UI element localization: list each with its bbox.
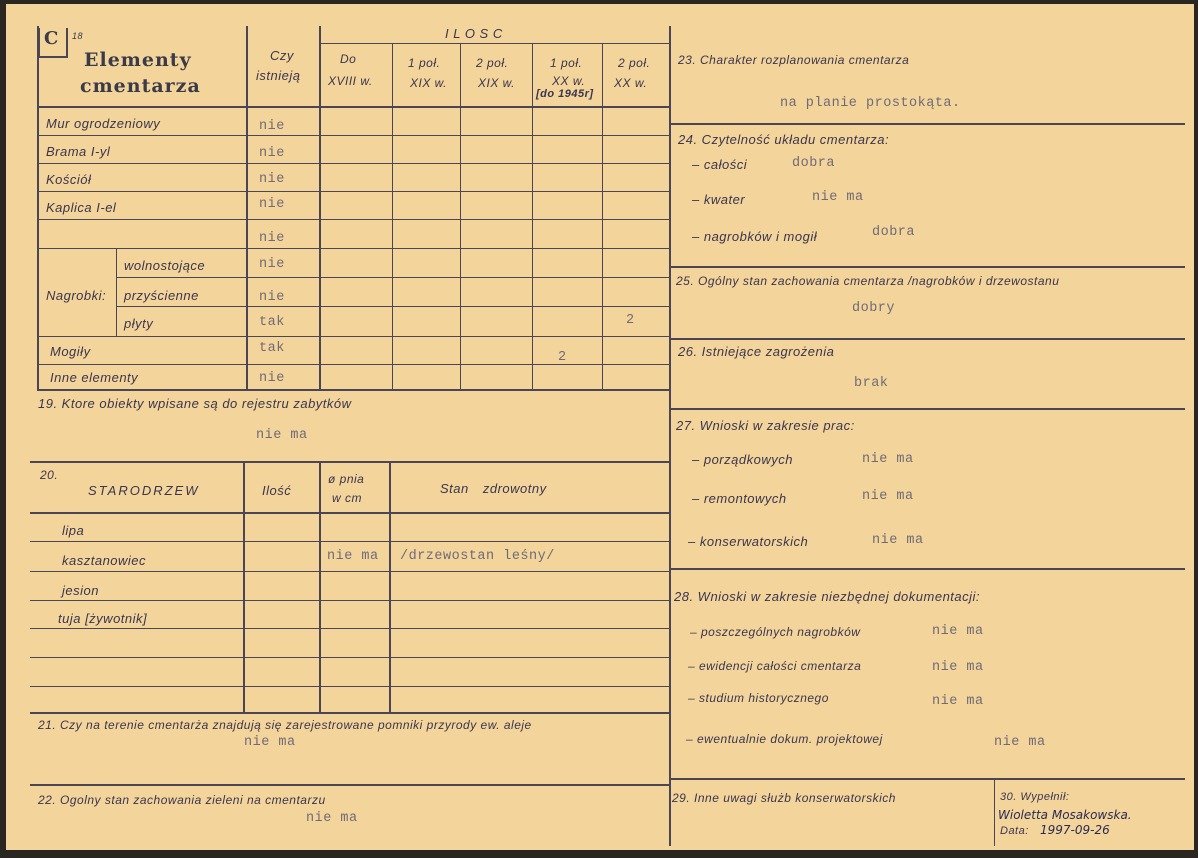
q24-item-kwater-value: nie ma [812, 190, 864, 205]
period-5-l1: 2 poł. [618, 56, 651, 70]
q27-item-konserwatorskich-label: – konserwatorskich [688, 534, 809, 549]
q27-item-remontowych-value: nie ma [862, 489, 914, 504]
row-label-kosciol: Kościół [46, 172, 92, 187]
row-label-brama: Brama I-yl [46, 144, 111, 159]
header-exists-2: istnieją [256, 68, 301, 83]
header-exists-1: Czy [270, 48, 294, 63]
q27-item-remontowych-label: – remontowych [692, 491, 787, 506]
exists-empty: nie [259, 231, 285, 246]
tree-health-kasztanowiec: /drzewostan leśny/ [400, 549, 555, 564]
q27-item-porzadkowych-label: – porządkowych [692, 452, 793, 467]
q24-item-nagrobkow-label: – nagrobków i mogił [692, 229, 818, 244]
count-mogily-1pol-xx: 2 [558, 350, 567, 365]
row-label-kaplica: Kaplica I-el [46, 200, 117, 215]
q28-label: 28. Wnioski w zakresie niezbędnej dokumentacji: [674, 589, 981, 604]
exists-inne: nie [259, 371, 285, 386]
count-plyty-2pol-xx: 2 [626, 313, 635, 328]
exists-przyscienne: nie [259, 290, 285, 305]
q29-label: 29. Inne uwagi służb konserwatorskich [672, 791, 896, 805]
q24-item-nagrobkow-value: dobra [872, 225, 916, 240]
title-line2: cmentarza [80, 75, 201, 97]
q19-answer: nie ma [256, 428, 308, 443]
period-2-l1: 1 poł. [408, 56, 441, 70]
q20-header-diam-2: w cm [332, 491, 362, 505]
corner-number: 18 [72, 31, 84, 41]
period-4-l1: 1 poł. [550, 56, 583, 70]
q27-item-porzadkowych-value: nie ma [862, 452, 914, 467]
exists-kosciol: nie [259, 172, 285, 187]
exists-wolnostojace: nie [259, 257, 285, 272]
exists-kaplica: nie [259, 197, 285, 212]
q27-label: 27. Wnioski w zakresie prac: [676, 418, 855, 433]
filled-by-signature: Wioletta Mosakowska. [998, 808, 1132, 822]
q22-label: 22. Ogolny stan zachowania zieleni na cmentarzu [38, 793, 326, 807]
q20-header-name: STARODRZEW [88, 483, 200, 498]
q26-label: 26. Istniejące zagrożenia [678, 344, 835, 359]
q20-header-diam-1: ø pnia [328, 472, 365, 486]
q24-label: 24. Czytelność układu cmentarza: [678, 132, 890, 147]
period-4-l2: XX w. [552, 74, 586, 88]
tree-diam-kasztanowiec: nie ma [327, 549, 379, 564]
q23-answer: na planie prostokąta. [780, 96, 961, 111]
period-4-l3: [do 1945r] [536, 88, 594, 100]
corner-letter: C [44, 28, 60, 49]
q30-label: 30. Wypełnił: [1000, 791, 1070, 803]
nagrobki-label: Nagrobki: [46, 288, 107, 303]
q20-header-health: Stan zdrowotny [440, 481, 547, 496]
q27-item-konserwatorskich-value: nie ma [872, 533, 924, 548]
q24-item-calosci-label: – całości [692, 157, 748, 172]
q24-item-kwater-label: – kwater [692, 192, 746, 207]
q20-number: 20. [40, 468, 59, 482]
q28-item-studium-value: nie ma [932, 694, 984, 709]
q28-item-nagrobkow-label: – poszczególnych nagrobków [690, 625, 861, 639]
q22-answer: nie ma [306, 811, 358, 826]
period-3-l2: XIX w. [478, 76, 516, 90]
q28-item-ewidencji-label: – ewidencji całości cmentarza [688, 659, 862, 673]
q28-item-ewidencji-value: nie ma [932, 660, 984, 675]
row-label-mur: Mur ogrodzeniowy [46, 116, 161, 131]
row-label-wolnostojace: wolnostojące [124, 258, 206, 273]
period-1-l1: Do [340, 52, 357, 66]
q19-label: 19. Ktore obiekty wpisane są do rejestru zabytków [38, 396, 352, 411]
q25-label: 25. Ogólny stan zachowania cmentarza /nagrobków i drzewostanu [676, 274, 1060, 288]
exists-mogily: tak [259, 341, 285, 356]
q23-label: 23. Charakter rozplanowania cmentarza [678, 53, 910, 67]
row-label-inne: Inne elementy [50, 370, 139, 385]
header-ilosc: I L O S C [445, 26, 503, 41]
tree-name-lipa: lipa [62, 523, 85, 538]
exists-plyty: tak [259, 315, 285, 330]
row-label-plyty: płyty [124, 316, 154, 331]
q20-header-count: Ilość [262, 483, 292, 498]
exists-mur: nie [259, 119, 285, 134]
q28-item-projektowej-value: nie ma [994, 735, 1046, 750]
title-line1: Elementy [84, 49, 192, 71]
period-5-l2: XX w. [614, 76, 648, 90]
date-label: Data: [1000, 825, 1029, 837]
tree-name-tuja: tuja [żywotnik] [58, 611, 148, 626]
q26-answer: brak [854, 376, 889, 391]
period-3-l1: 2 poł. [476, 56, 509, 70]
tree-name-kasztanowiec: kasztanowiec [62, 553, 147, 568]
q28-item-studium-label: – studium historycznego [688, 691, 829, 705]
q21-label: 21. Czy na terenie cmentarża znajdują się zarejestrowane pomniki przyrody ew. aleje [38, 718, 532, 732]
q28-item-projektowej-label: – ewentualnie dokum. projektowej [686, 732, 883, 746]
tree-name-jesion: jesion [62, 583, 99, 598]
exists-brama: nie [259, 146, 285, 161]
row-label-mogily: Mogiły [50, 344, 91, 359]
q28-item-nagrobkow-value: nie ma [932, 624, 984, 639]
period-1-l2: XVIII w. [328, 74, 373, 88]
date-value: 1997-09-26 [1040, 823, 1110, 837]
period-2-l2: XIX w. [410, 76, 448, 90]
row-label-przyscienne: przyścienne [124, 288, 199, 303]
q21-answer: nie ma [244, 735, 296, 750]
q25-answer: dobry [852, 301, 896, 316]
q24-item-calosci-value: dobra [792, 156, 836, 171]
